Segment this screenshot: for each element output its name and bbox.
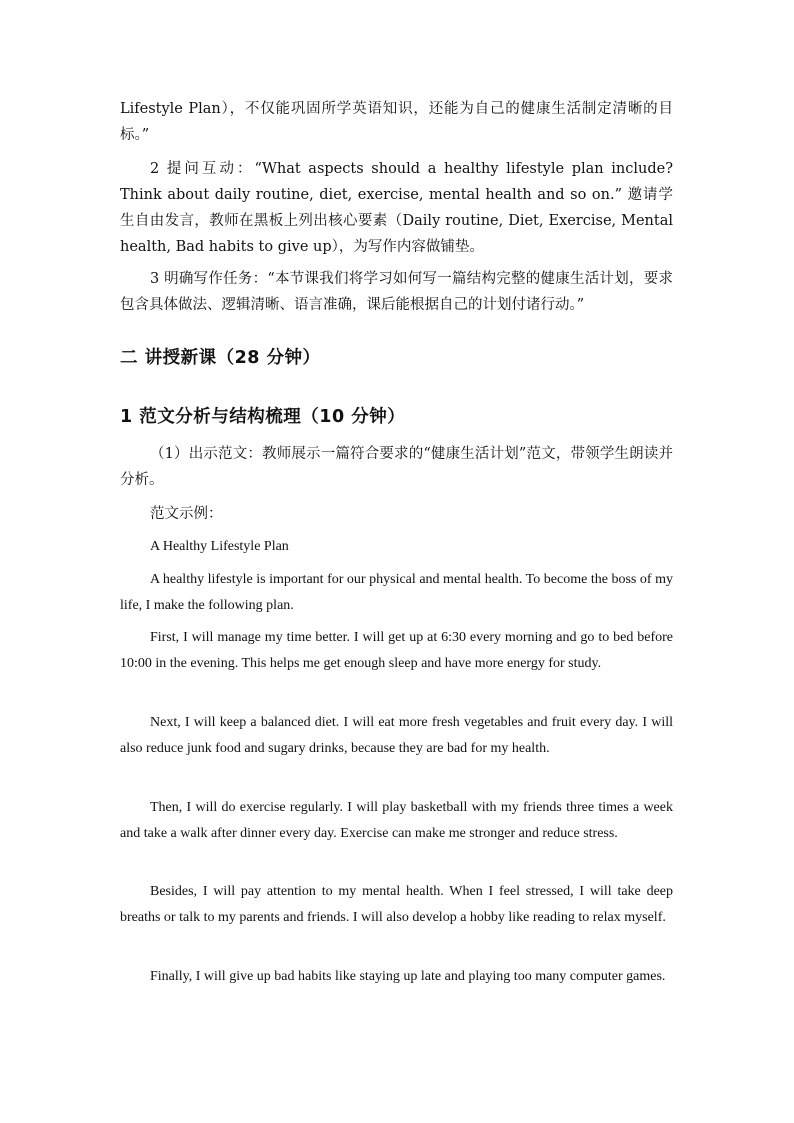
sub-heading: 1 范文分析与结构梳理（10 分钟） [120, 407, 406, 427]
sample-label: 范文示例： [150, 506, 223, 522]
essay-paragraph-2: First, I will manage my time better. I will get up at 6:30 every morning and go to bed before 10:00 in the evening. This helps me get enough sleep and have more energy for study. [120, 630, 673, 671]
essay-title: A Healthy Lifestyle Plan [150, 539, 289, 554]
essay-paragraph-4: Then, I will do exercise regularly. I will play basketball with my friends three times a week and take a walk after dinner every day. Exercise can make me stronger and reduce stress. [120, 800, 673, 841]
section-paragraph-1: （1）出示范文：教师展示一篇符合要求的“健康生活计划”范文，带领学生朗读并分析。 [120, 446, 673, 488]
intro-paragraph-1: Lifestyle Plan），不仅能巩固所学英语知识，还能为自己的健康生活制定清晰的目标。” [120, 101, 673, 143]
intro-paragraph-3: 3 明确写作任务：“本节课我们将学习如何写一篇结构完整的健康生活计划，要求包含具体做法、逻辑清晰、语言准确，课后能根据自己的计划付诸行动。” [120, 271, 673, 313]
essay-paragraph-6: Finally, I will give up bad habits like staying up late and playing too many computer games. [150, 969, 666, 984]
essay-paragraph-3: Next, I will keep a balanced diet. I will eat more fresh vegetables and fruit every day. I will also reduce junk food and sugary drinks, because they are bad for my health. [120, 715, 673, 756]
section-heading: 二 讲授新课（28 分钟） [120, 348, 321, 368]
essay-paragraph-1: A healthy lifestyle is important for our physical and mental health. To become the boss of my life, I make the following plan. [120, 572, 673, 613]
essay-paragraph-5: Besides, I will pay attention to my mental health. When I feel stressed, I will take deep breaths or talk to my parents and friends. I will also develop a hobby like reading to relax myself. [120, 884, 673, 925]
intro-paragraph-2: 2 提问互动：“What aspects should a healthy lifestyle plan include? Think about daily routine, diet, exercise, mental health and so on.” 邀请学生自由发言，教师在黑板上列出核心要素（Daily routine, Diet, Exercise, Mental health, Bad habits to give up），为写作内容做铺垫。 [120, 161, 673, 255]
